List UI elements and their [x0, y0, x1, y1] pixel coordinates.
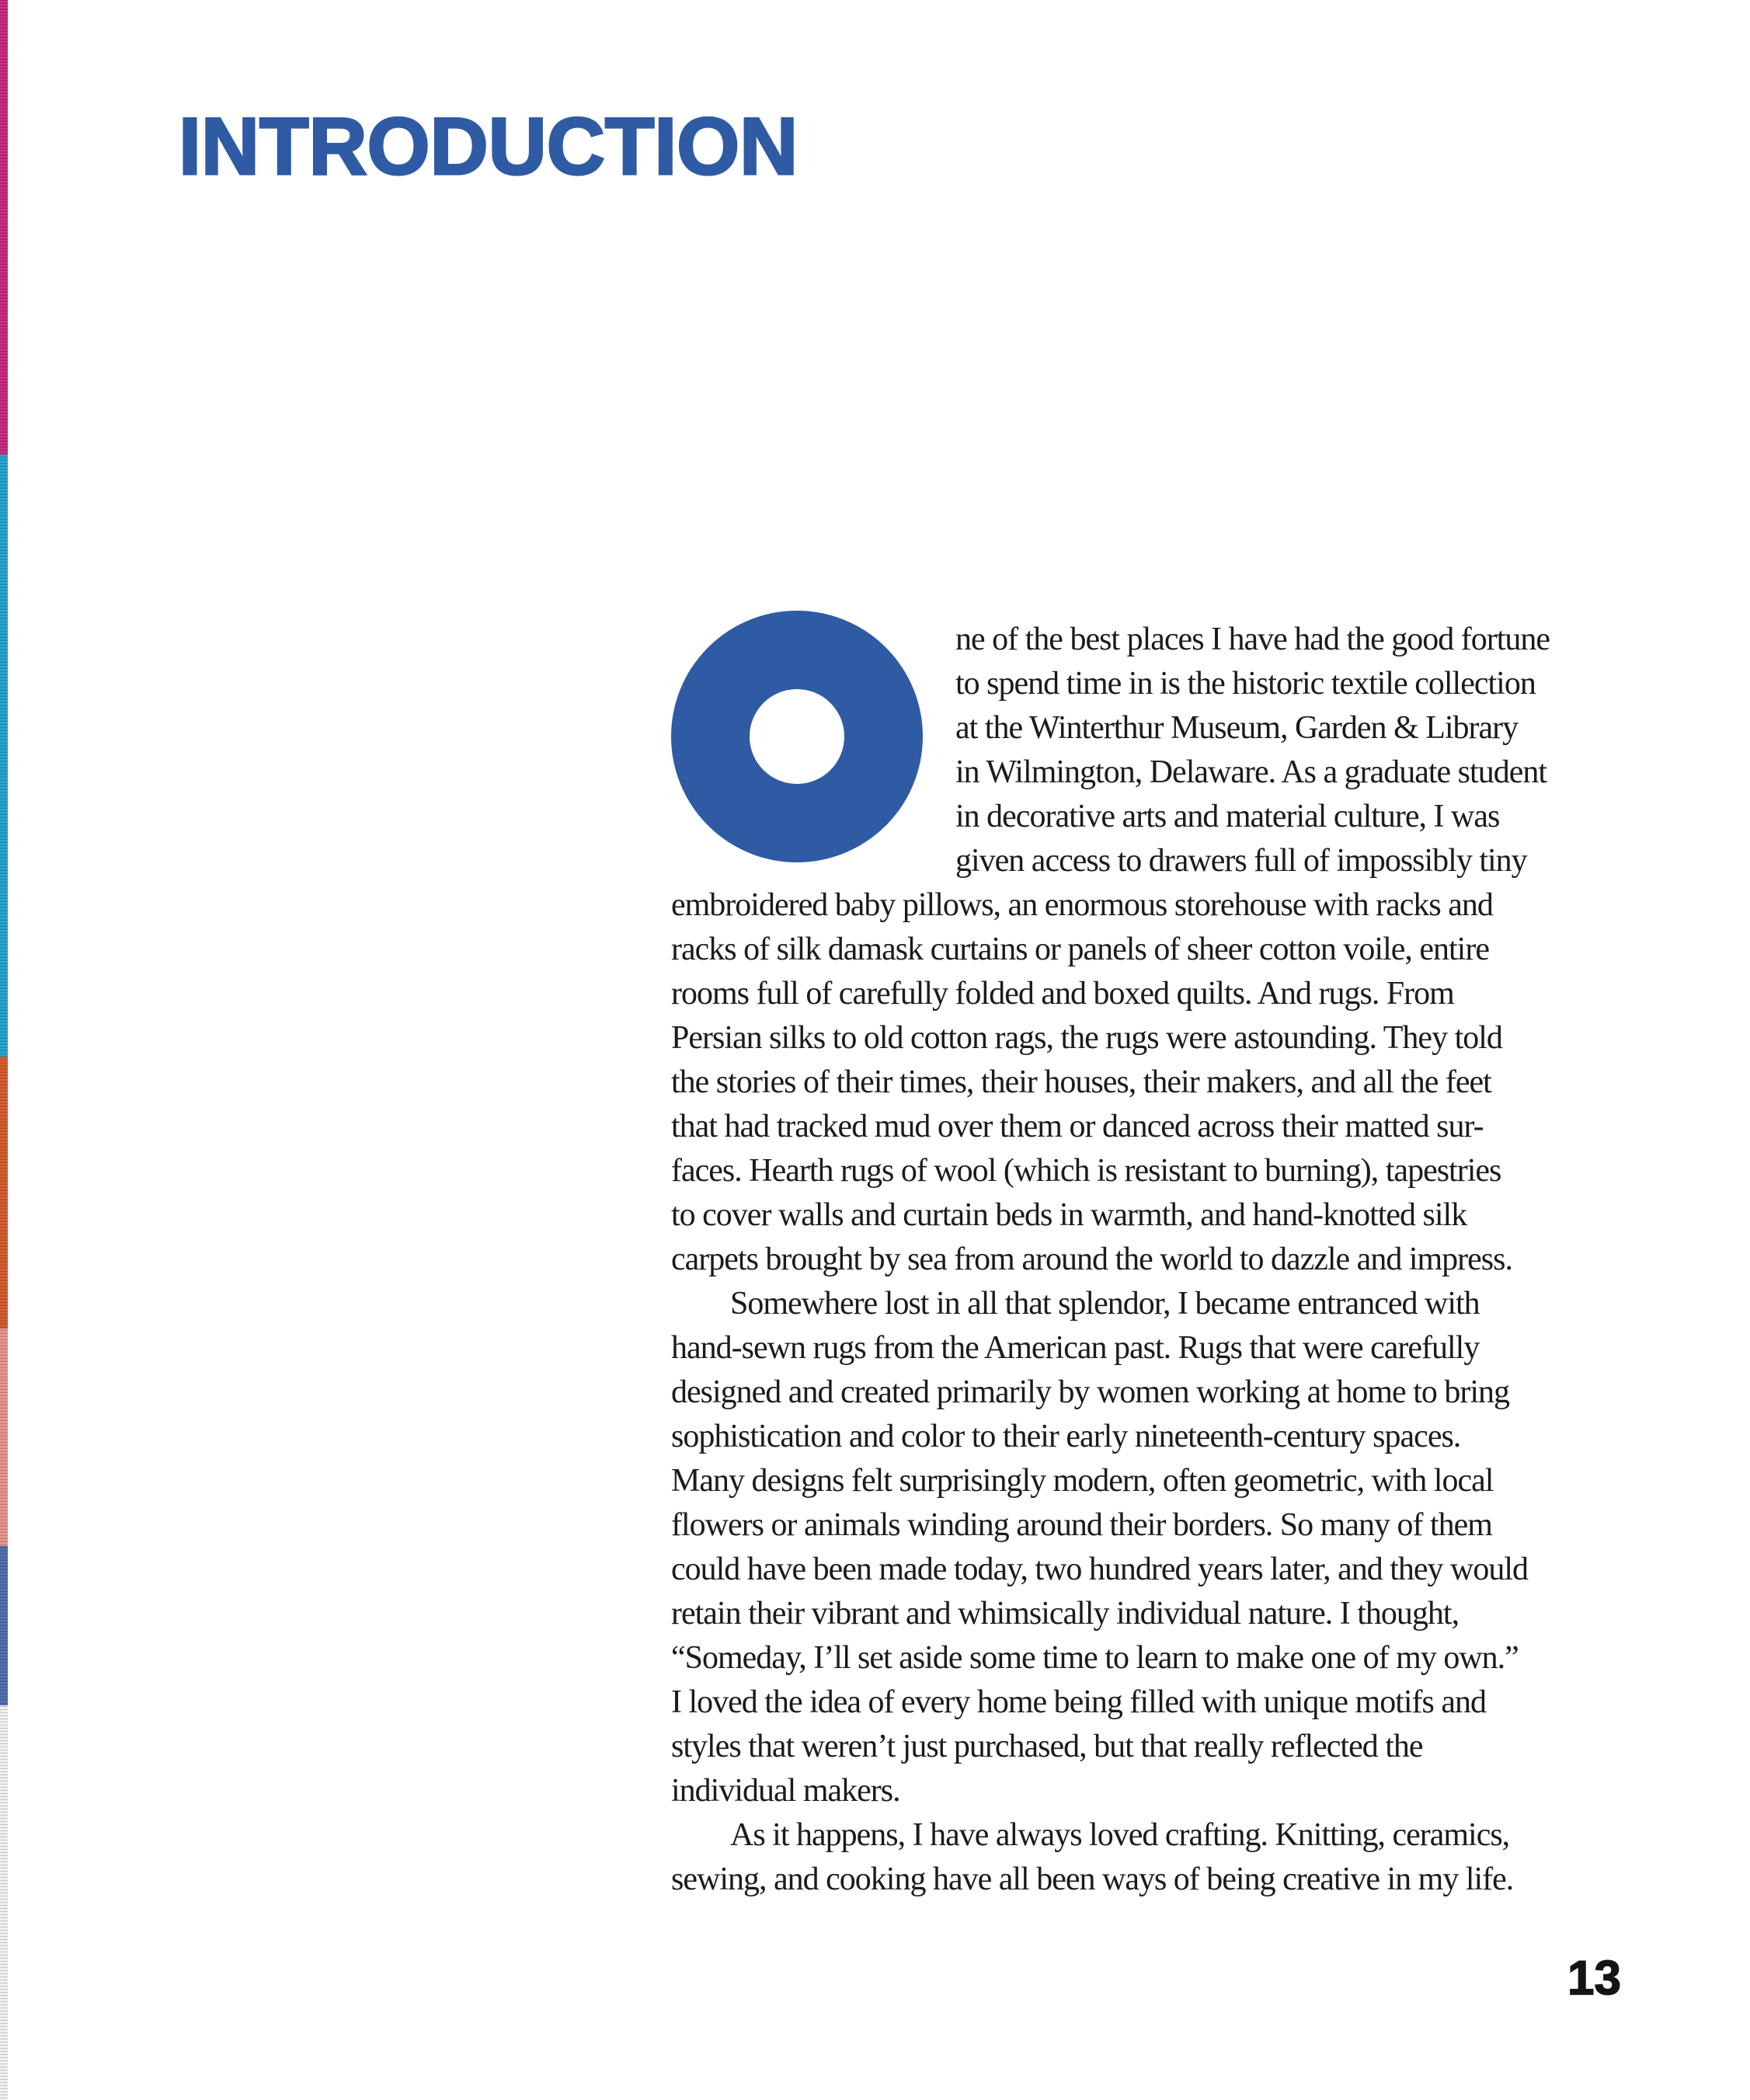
- page-edge-segment: [0, 454, 8, 1057]
- text-line: individual makers.: [671, 1773, 900, 1809]
- text-line: in Wilmington, Delaware. As a graduate student: [955, 754, 1547, 790]
- text-line: hand-sewn rugs from the American past. Rugs that were carefully: [671, 1330, 1480, 1366]
- text-line: As it happens, I have always loved crafting. Knitting, ceramics,: [730, 1817, 1510, 1853]
- text-line: sophistication and color to their early nineteenth-century spaces.: [671, 1419, 1461, 1454]
- text-line: faces. Hearth rugs of wool (which is resistant to burning), tapestries: [671, 1153, 1501, 1189]
- text-line: could have been made today, two hundred years later, and they would: [671, 1551, 1529, 1587]
- text-line: flowers or animals winding around their borders. So many of them: [671, 1507, 1492, 1543]
- text-line: given access to drawers full of impossibly tiny: [955, 843, 1527, 879]
- text-line: styles that weren’t just purchased, but that really reflected the: [671, 1729, 1423, 1764]
- chapter-title: INTRODUCTION: [179, 102, 798, 192]
- page-edge-segment: [0, 1546, 8, 1705]
- page-edge-segment: [0, 0, 8, 454]
- text-line: “Someday, I’ll set aside some time to learn to make one of my own.”: [671, 1640, 1519, 1676]
- page-edge-segment: [0, 1705, 8, 2100]
- text-line: that had tracked mud over them or danced across their matted sur-: [671, 1109, 1484, 1144]
- text-line: Persian silks to old cotton rags, the rugs were astounding. They told: [671, 1020, 1502, 1056]
- body-text: [671, 618, 1650, 1902]
- text-line: at the Winterthur Museum, Garden & Library: [955, 710, 1519, 746]
- text-line: embroidered baby pillows, an enormous storehouse with racks and: [671, 887, 1493, 923]
- text-line: ne of the best places I have had the good fortune: [955, 622, 1550, 657]
- text-line: carpets brought by sea from around the world to dazzle and impress.: [671, 1242, 1512, 1277]
- text-line: to spend time in is the historic textile collection: [955, 666, 1536, 702]
- text-line: the stories of their times, their houses, their makers, and all the feet: [671, 1064, 1491, 1100]
- page-edge-segment: [0, 1057, 8, 1329]
- text-line: Somewhere lost in all that splendor, I became entranced with: [730, 1286, 1480, 1322]
- text-line: to cover walls and curtain beds in warmth, and hand-knotted silk: [671, 1197, 1467, 1233]
- text-line: rooms full of carefully folded and boxed quilts. And rugs. From: [671, 976, 1454, 1012]
- page-edge-strip: [0, 0, 8, 2100]
- text-line: Many designs felt surprisingly modern, often geometric, with local: [671, 1463, 1494, 1499]
- text-line: designed and created primarily by women working at home to bring: [671, 1374, 1510, 1410]
- page-edge-segment: [0, 1329, 8, 1546]
- page-number: 13: [1567, 1952, 1621, 2005]
- text-line: sewing, and cooking have all been ways of being creative in my life.: [671, 1861, 1514, 1897]
- text-line: retain their vibrant and whimsically individual nature. I thought,: [671, 1596, 1459, 1632]
- text-line: in decorative arts and material culture, I was: [955, 799, 1500, 834]
- text-line: racks of silk damask curtains or panels of sheer cotton voile, entire: [671, 932, 1489, 967]
- text-line: I loved the idea of every home being filled with unique motifs and: [671, 1684, 1487, 1720]
